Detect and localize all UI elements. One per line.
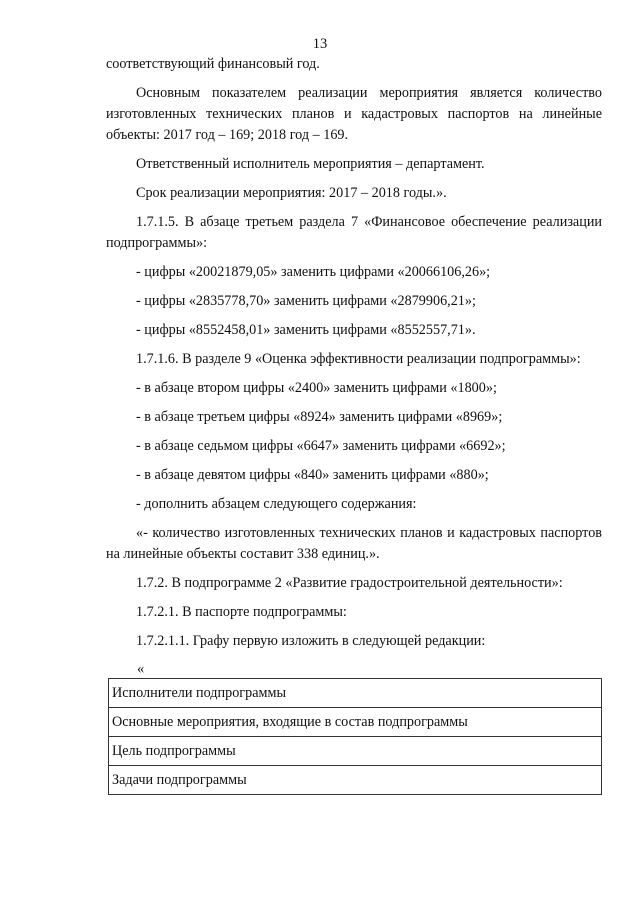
paragraph-1-7-2: 1.7.2. В подпрограмме 2 «Развитие градостроительной деятельности»: — [136, 575, 563, 591]
paragraph-continuation: соответствующий финансовый год. — [106, 56, 320, 72]
table-row: Исполнители подпрограммы — [109, 679, 601, 708]
paragraph-1-7-2-1-1: 1.7.2.1.1. Графу первую изложить в следующей редакции: — [136, 633, 486, 649]
list-item-figures-3: - цифры «8552458,01» заменить цифрами «8552557,71». — [136, 322, 476, 338]
list-item-paragraph-9: - в абзаце девятом цифры «840» заменить цифрами «880»; — [136, 467, 489, 483]
page-number: 13 — [312, 36, 328, 52]
list-item-paragraph-2: - в абзаце втором цифры «2400» заменить цифрами «1800»; — [136, 380, 497, 396]
document-body — [106, 54, 602, 652]
opening-quote-mark: « — [137, 661, 145, 677]
paragraph-term: Срок реализации мероприятия: 2017 – 2018 годы.». — [136, 185, 447, 201]
list-item-figures-2: - цифры «2835778,70» заменить цифрами «2879906,21»; — [136, 293, 476, 309]
table-row: Основные мероприятия, входящие в состав подпрограммы — [109, 708, 601, 737]
paragraph-1-7-1-5: 1.7.1.5. В абзаце третьем раздела 7 «Финансовое обеспечение реализации подпрограммы»: — [106, 214, 602, 251]
table-row: Задачи подпрограммы — [109, 766, 601, 795]
paragraph-responsible: Ответственный исполнитель мероприятия – департамент. — [136, 156, 485, 172]
list-item-paragraph-3: - в абзаце третьем цифры «8924» заменить цифрами «8969»; — [136, 409, 503, 425]
list-item-add-paragraph: - дополнить абзацем следующего содержания: — [136, 496, 417, 512]
list-item-figures-1: - цифры «20021879,05» заменить цифрами «20066106,26»; — [136, 264, 491, 280]
paragraph-1-7-1-6: 1.7.1.6. В разделе 9 «Оценка эффективности реализации подпрограммы»: — [136, 351, 581, 367]
paragraph-1-7-2-1: 1.7.2.1. В паспорте подпрограммы: — [136, 604, 347, 620]
paragraph-main-indicator: Основным показателем реализации мероприятия является количество изготовленных технических планов и кадастровых паспортов на линейные объекты: 2017 год – 169; 2018 год – 169. — [106, 85, 602, 143]
table-row: Цель подпрограммы — [109, 737, 601, 766]
list-item-paragraph-7: - в абзаце седьмом цифры «6647» заменить цифрами «6692»; — [136, 438, 506, 454]
quoted-paragraph: «- количество изготовленных технических планов и кадастровых паспортов на линейные объекты составит 338 единиц.». — [106, 525, 602, 562]
passport-table — [108, 678, 602, 795]
